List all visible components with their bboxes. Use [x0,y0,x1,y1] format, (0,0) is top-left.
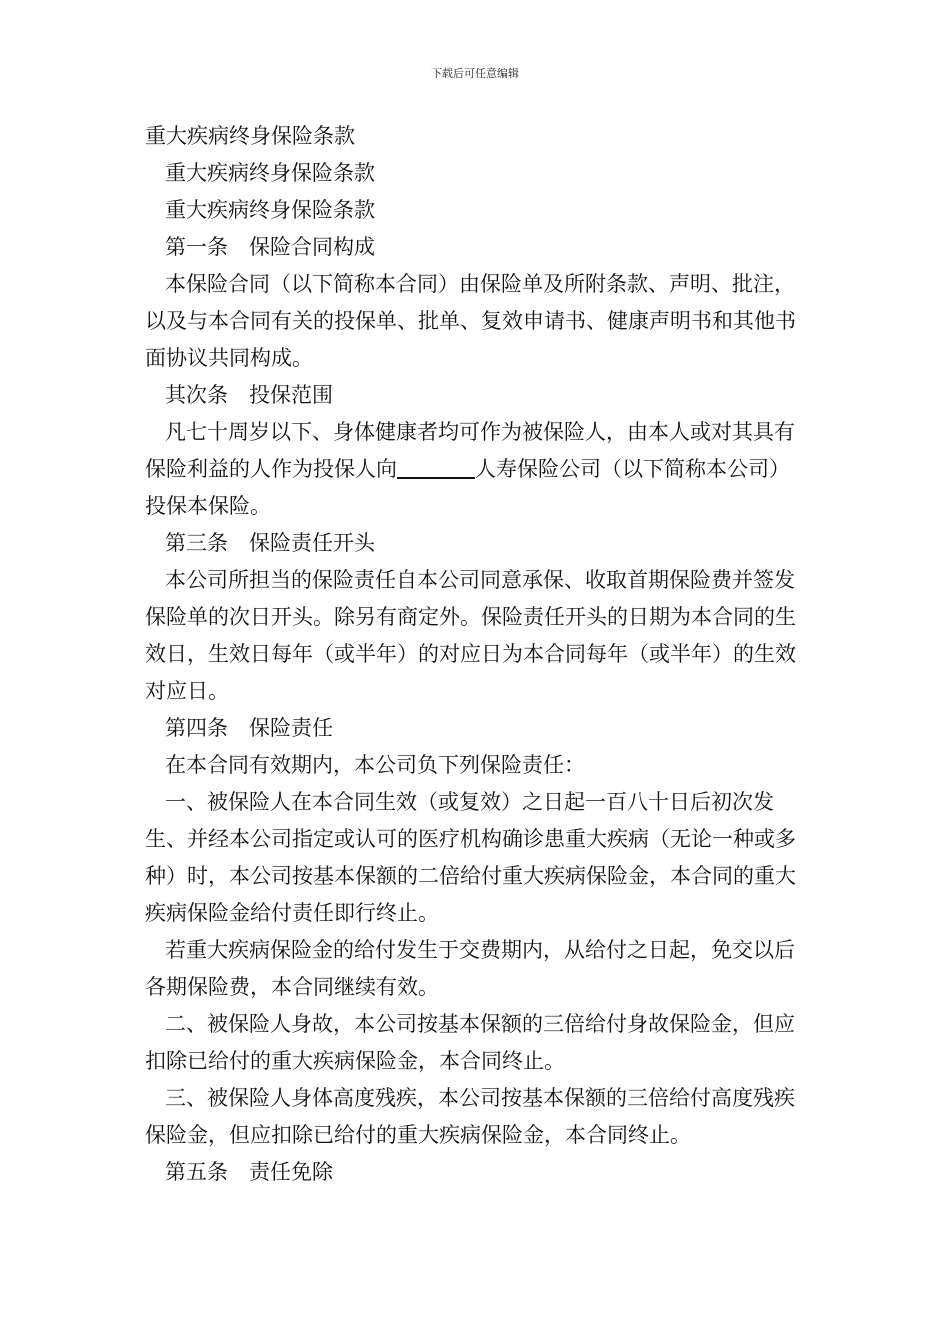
title-repeat: 重大疾病终身保险条款 [165,198,375,222]
article-heading-1: 第一条 保险合同构成 [165,235,375,259]
article-body-1: 本保险合同（以下简称本合同）由保险单及所附条款、声明、批注，以及与本合同有关的投保单、批单、复效申请书、健康声明书和其他书面协议共同构成。 [145,272,796,370]
article-body-3: 本公司所担当的保险责任自本公司同意承保、收取首期保险费并签发保险单的次日开头。除另有商定外。保险责任开头的日期为本合同的生效日，生效日每年（或半年）的对应日为本合同每年（或半年）的生效对应日。 [145,568,796,703]
fill-in-blank [397,455,475,479]
article-heading-5: 第五条 责任免除 [165,1160,333,1184]
article-4-intro: 在本合同有效期内，本公司负下列保险责任： [165,753,585,777]
article-4-item-2: 二、被保险人身故，本公司按基本保额的三倍给付身故保险金，但应扣除已给付的重大疾病保险金，本合同终止。 [145,1012,795,1073]
article-4-item-3: 三、被保险人身体高度残疾，本公司按基本保额的三倍给付高度残疾保险金，但应扣除已给付的重大疾病保险金，本合同终止。 [145,1086,795,1147]
article-heading-4: 第四条 保险责任 [165,716,333,740]
article-body-2-before: 凡七十周岁以下、身体健康者均可作为被保险人，由本人或对其具有保险利益的人作为投保人向 [145,420,795,481]
article-body-2-after: 人寿保险公司（以下简称本公司）投保本保险。 [145,457,790,518]
document-title: 重大疾病终身保险条款 [145,124,355,148]
header-note: 下载后可任意编辑 [431,67,519,80]
article-body-2 [145,414,807,525]
article-4-item-1-note: 若重大疾病保险金的给付发生于交费期内，从给付之日起，免交以后各期保险费，本合同继续有效。 [145,938,795,999]
title-repeat: 重大疾病终身保险条款 [165,161,375,185]
article-4-item-1: 一、被保险人在本合同生效（或复效）之日起一百八十日后初次发生、并经本公司指定或认可的医疗机构确诊患重大疾病（无论一种或多种）时，本公司按基本保额的二倍给付重大疾病保险金，本合同的重大疾病保险金给付责任即行终止。 [145,790,796,925]
article-heading-3: 第三条 保险责任开头 [165,531,375,555]
article-heading-2: 其次条 投保范围 [165,383,333,407]
document-body [145,118,807,1191]
